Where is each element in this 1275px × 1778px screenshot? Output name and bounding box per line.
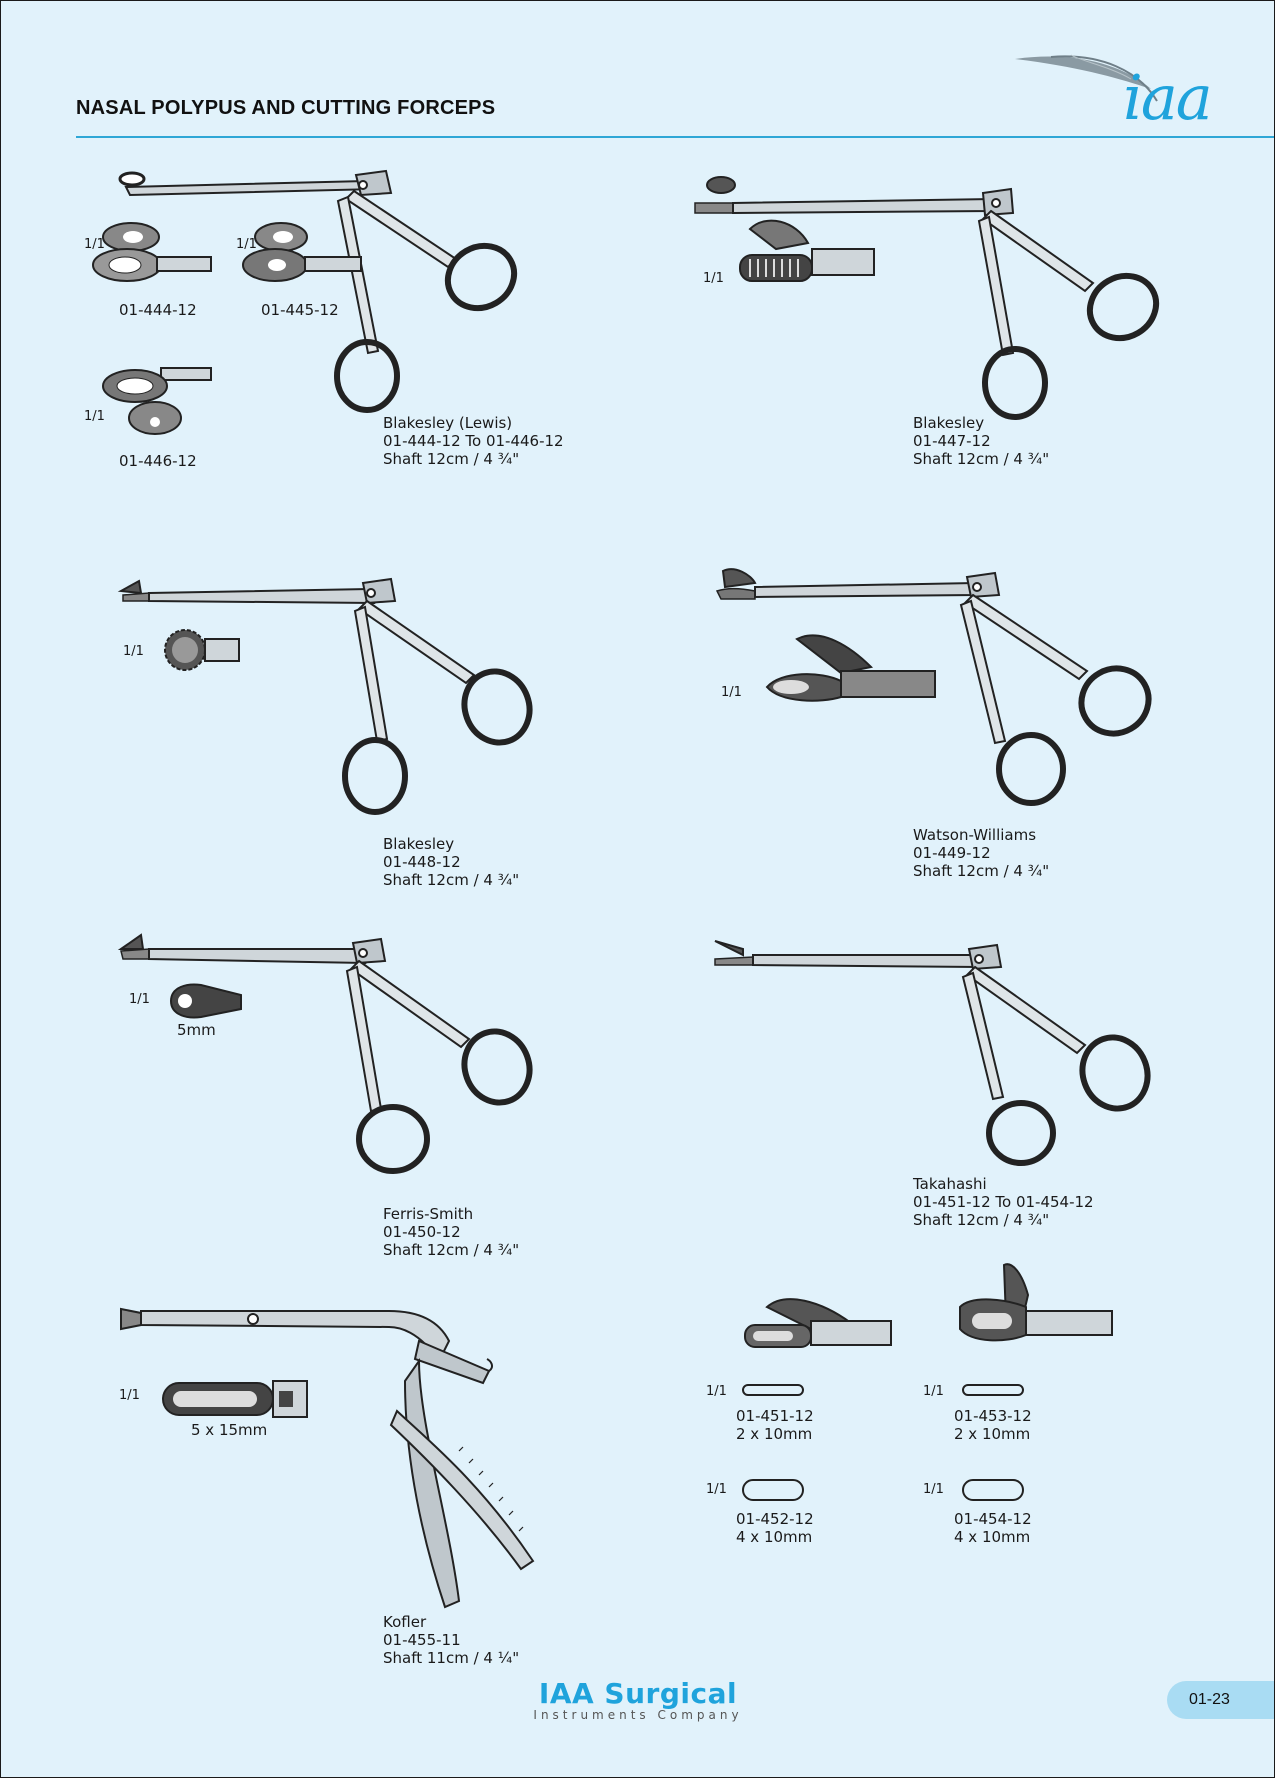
- forceps-blakesley-448-image: [119, 571, 569, 831]
- tip-01-445-12-image: [241, 219, 363, 289]
- forceps-takahashi-image: [713, 937, 1173, 1157]
- tip-size: 2 x 10mm: [736, 1425, 813, 1443]
- product-shaft: Shaft 12cm / 4 ¾": [383, 1241, 520, 1259]
- tip-takahashi-451-453-image: [741, 1289, 893, 1359]
- scale-label: 1/1: [706, 1384, 727, 1399]
- tip-code: 01-453-12: [954, 1407, 1032, 1425]
- slot-2x10-icon: [741, 1383, 805, 1397]
- product-caption: [913, 414, 1049, 468]
- product-shaft: Shaft 12cm / 4 ¾": [383, 450, 520, 468]
- tip-code: 01-444-12: [119, 301, 197, 319]
- tip-caption: [954, 1510, 1032, 1546]
- slot-2x10-icon: [961, 1383, 1025, 1397]
- tip-01-450-12-image: [167, 981, 243, 1021]
- tip-size: 4 x 10mm: [736, 1528, 813, 1546]
- tip-size: 5mm: [177, 1021, 216, 1039]
- product-shaft: Shaft 12cm / 4 ¾": [383, 871, 520, 889]
- tip-code: 01-451-12: [736, 1407, 814, 1425]
- product-caption: [383, 835, 519, 889]
- forceps-kofler-image: [119, 1301, 539, 1621]
- slot-4x10-icon: [741, 1478, 805, 1502]
- tip-code: 01-445-12: [261, 301, 339, 319]
- scale-label: 1/1: [84, 409, 105, 424]
- product-code: 01-455-11: [383, 1631, 461, 1649]
- tip-code: 01-452-12: [736, 1510, 814, 1528]
- product-caption: [383, 1205, 519, 1259]
- tip-size: 5 x 15mm: [191, 1421, 268, 1439]
- tip-01-449-12-image: [761, 627, 936, 711]
- tip-code: 01-446-12: [119, 452, 197, 470]
- product-caption: [383, 1613, 519, 1667]
- product-shaft: Shaft 12cm / 4 ¾": [913, 1211, 1050, 1229]
- product-shaft: Shaft 12cm / 4 ¾": [913, 450, 1050, 468]
- product-caption: [913, 826, 1049, 880]
- product-name: Takahashi: [913, 1175, 987, 1193]
- tip-size: 2 x 10mm: [954, 1425, 1031, 1443]
- product-name: Kofler: [383, 1613, 427, 1631]
- tip-size: 4 x 10mm: [954, 1528, 1031, 1546]
- brand-name: IAA Surgical: [538, 1677, 738, 1710]
- scale-label: 1/1: [706, 1482, 727, 1497]
- forceps-blakesley-447-image: [693, 173, 1173, 433]
- page-title: NASAL POLYPUS AND CUTTING FORCEPS: [76, 97, 496, 119]
- scale-label: 1/1: [123, 644, 144, 659]
- product-caption: [383, 414, 564, 468]
- product-shaft: Shaft 12cm / 4 ¾": [913, 862, 1050, 880]
- brand-subtitle: Instruments Company: [533, 1708, 743, 1722]
- tip-01-448-12-image: [161, 627, 241, 673]
- slot-4x10-icon: [961, 1478, 1025, 1502]
- tip-caption: [736, 1510, 814, 1546]
- scale-label: 1/1: [721, 685, 742, 700]
- product-name: Watson-Williams: [913, 826, 1037, 844]
- scale-label: 1/1: [119, 1388, 140, 1403]
- product-caption: [913, 1175, 1094, 1229]
- scale-label: 1/1: [923, 1384, 944, 1399]
- logo-text: iaa: [1123, 61, 1211, 134]
- product-name: Blakesley: [383, 835, 455, 853]
- product-code: 01-449-12: [913, 844, 991, 862]
- tip-caption: [736, 1407, 814, 1443]
- scale-label: 1/1: [129, 992, 150, 1007]
- scale-label: 1/1: [703, 271, 724, 286]
- tip-takahashi-452-454-image: [956, 1259, 1114, 1359]
- tip-01-447-12-image: [736, 213, 876, 293]
- product-code: 01-448-12: [383, 853, 461, 871]
- tip-code: 01-454-12: [954, 1510, 1032, 1528]
- footer-brand: [528, 1677, 748, 1722]
- product-code: 01-447-12: [913, 432, 991, 450]
- scale-label: 1/1: [923, 1482, 944, 1497]
- product-code: 01-451-12 To 01-454-12: [913, 1193, 1094, 1211]
- tip-caption: [954, 1407, 1032, 1443]
- tip-01-446-12-image: [101, 364, 213, 444]
- scale-label: 1/1: [236, 237, 257, 252]
- tip-01-444-12-image: [91, 219, 213, 289]
- tip-01-455-11-image: [161, 1377, 309, 1421]
- product-shaft: Shaft 11cm / 4 ¼": [383, 1649, 520, 1667]
- product-code: 01-450-12: [383, 1223, 461, 1241]
- header-rule: [76, 136, 1274, 138]
- product-code: 01-444-12 To 01-446-12: [383, 432, 564, 450]
- forceps-ferris-smith-image: [119, 929, 579, 1189]
- product-name: Ferris-Smith: [383, 1205, 474, 1223]
- product-name: Blakesley (Lewis): [383, 414, 513, 432]
- page-number: 01-23: [1167, 1681, 1275, 1719]
- scale-label: 1/1: [84, 237, 105, 252]
- product-name: Blakesley: [913, 414, 985, 432]
